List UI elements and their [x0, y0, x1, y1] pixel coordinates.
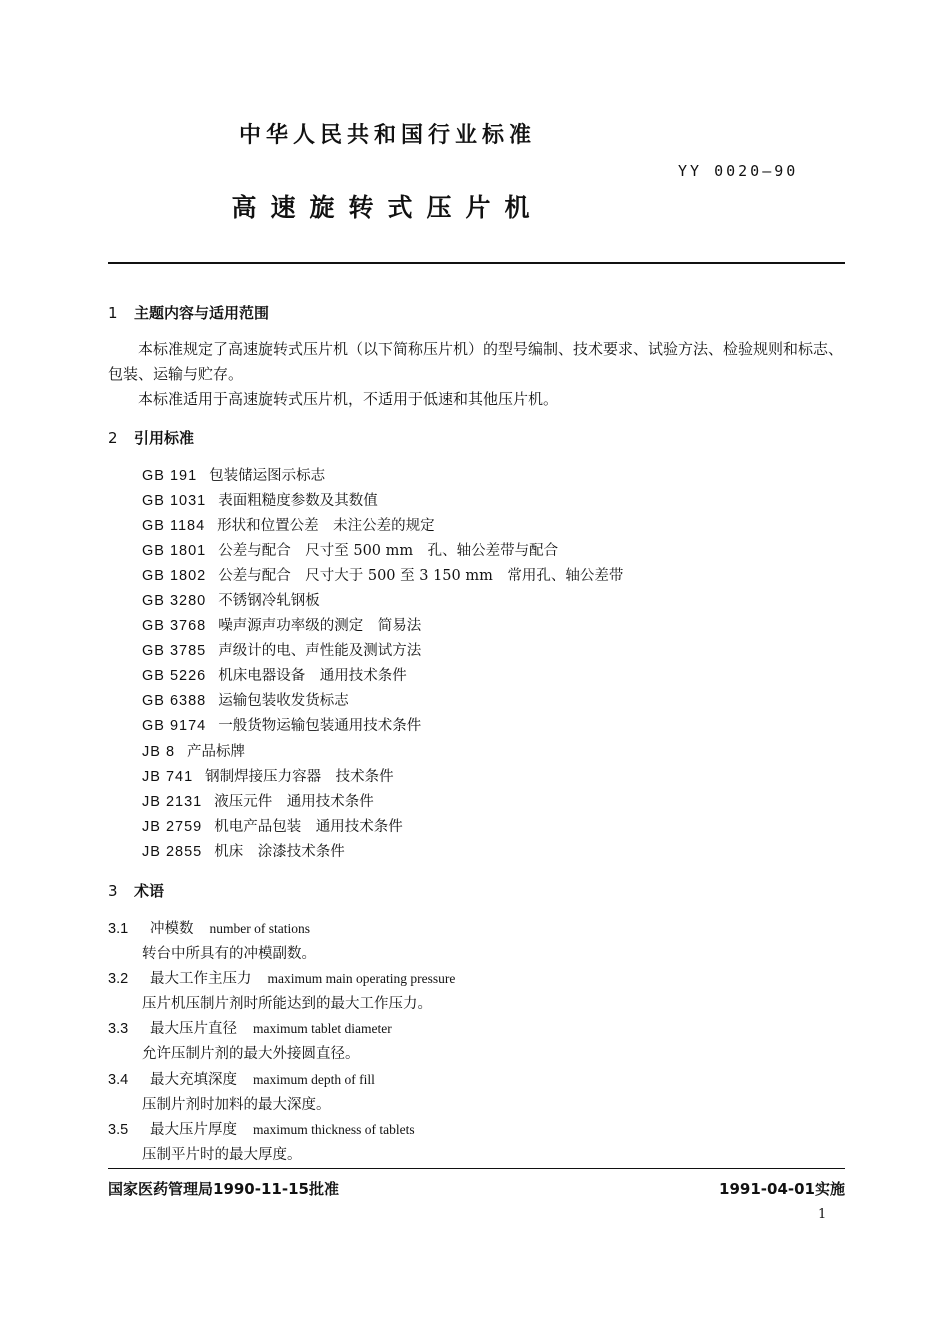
reference-title: 不锈钢冷轧钢板	[218, 593, 320, 609]
term-english: number of stations	[209, 921, 310, 936]
reference-code: JB 8	[142, 744, 176, 760]
reference-code: JB 2855	[142, 844, 203, 860]
reference-title: 形状和位置公差 未注公差的规定	[217, 518, 435, 534]
reference-code: GB 3785	[142, 643, 207, 659]
reference-title: 机床 涂漆技术条件	[214, 844, 345, 860]
reference-row	[142, 514, 435, 535]
term-definition: 允许压制片剂的最大外接圆直径。	[142, 1046, 360, 1062]
standard-category: 中华人民共和国行业标准	[238, 123, 536, 148]
standard-number: YY 0020—90	[678, 162, 799, 180]
reference-title: 声级计的电、声性能及测试方法	[218, 643, 422, 659]
section-2-heading	[108, 427, 194, 448]
reference-row	[142, 589, 320, 610]
reference-row	[142, 464, 325, 485]
term-heading	[108, 1017, 392, 1038]
section-title: 术语	[134, 882, 165, 900]
reference-row	[142, 689, 349, 710]
reference-title: 表面粗糙度参数及其数值	[218, 493, 378, 509]
page-number: 1	[818, 1207, 827, 1222]
reference-row	[142, 564, 623, 585]
reference-title: 产品标牌	[187, 744, 246, 760]
reference-code: JB 2759	[142, 819, 203, 835]
term-english: maximum tablet diameter	[253, 1021, 392, 1036]
term-definition: 转台中所具有的冲模副数。	[142, 946, 316, 962]
term-definition: 压片机压制片剂时所能达到的最大工作压力。	[142, 996, 432, 1012]
reference-row	[142, 765, 394, 786]
section-3-heading	[108, 880, 164, 901]
reference-code: GB 191	[142, 468, 198, 484]
reference-row	[142, 840, 345, 861]
term-english: maximum main operating pressure	[267, 971, 456, 986]
reference-row	[142, 539, 558, 560]
reference-title: 液压元件 通用技术条件	[214, 794, 374, 810]
reference-row	[142, 664, 407, 685]
term-chinese: 最大工作主压力	[150, 971, 252, 987]
term-definition: 压制片剂时加料的最大深度。	[142, 1097, 331, 1113]
term-number: 3.4	[108, 1072, 129, 1088]
term-chinese: 冲模数	[150, 921, 194, 937]
term-definition: 压制平片时的最大厚度。	[142, 1147, 302, 1163]
reference-row	[142, 815, 403, 836]
term-heading	[108, 967, 455, 988]
reference-row	[142, 614, 421, 635]
term-english: maximum thickness of tablets	[253, 1122, 415, 1137]
reference-title: 运输包装收发货标志	[218, 693, 349, 709]
reference-row	[142, 740, 245, 761]
section-number: 2	[108, 429, 118, 447]
term-heading	[108, 1068, 375, 1089]
reference-row	[142, 714, 421, 735]
reference-code: GB 3280	[142, 593, 207, 609]
header-divider	[108, 262, 845, 264]
implementation-date: 1991-04-01实施	[719, 1180, 845, 1198]
reference-row	[142, 639, 421, 660]
reference-title: 公差与配合 尺寸大于 500 至 3 150 mm 常用孔、轴公差带	[218, 568, 624, 584]
reference-title: 包装储运图示标志	[209, 468, 326, 484]
reference-title: 机床电器设备 通用技术条件	[218, 668, 407, 684]
term-heading	[108, 1118, 415, 1139]
reference-title: 机电产品包装 通用技术条件	[214, 819, 403, 835]
reference-title: 公差与配合 尺寸至 500 mm 孔、轴公差带与配合	[218, 543, 559, 559]
section-title: 主题内容与适用范围	[134, 304, 270, 322]
document-title: 高速旋转式压片机	[231, 193, 544, 222]
reference-code: GB 5226	[142, 668, 207, 684]
footer-divider	[108, 1168, 845, 1169]
term-number: 3.5	[108, 1122, 129, 1138]
term-chinese: 最大压片厚度	[150, 1122, 237, 1138]
term-heading	[108, 917, 310, 938]
section-1-heading	[108, 302, 269, 323]
reference-code: GB 1184	[142, 518, 206, 534]
reference-row	[142, 489, 378, 510]
section-number: 1	[108, 304, 118, 322]
section-title: 引用标准	[134, 429, 195, 447]
reference-code: GB 1801	[142, 543, 207, 559]
term-chinese: 最大压片直径	[150, 1021, 237, 1037]
reference-title: 一般货物运输包装通用技术条件	[218, 718, 422, 734]
reference-code: JB 741	[142, 769, 194, 785]
reference-code: GB 1802	[142, 568, 207, 584]
term-number: 3.3	[108, 1021, 129, 1037]
reference-title: 钢制焊接压力容器 技术条件	[205, 769, 394, 785]
reference-title: 噪声源声功率级的测定 简易法	[218, 618, 422, 634]
reference-code: GB 1031	[142, 493, 207, 509]
approval-statement: 国家医药管理局1990-11-15批准	[108, 1180, 339, 1198]
reference-row	[142, 790, 374, 811]
reference-code: GB 3768	[142, 618, 207, 634]
reference-code: GB 9174	[142, 718, 207, 734]
term-number: 3.2	[108, 971, 129, 987]
term-chinese: 最大充填深度	[150, 1072, 237, 1088]
paragraph: 本标准规定了高速旋转式压片机（以下简称压片机）的型号编制、技术要求、试验方法、检验规则和标志、包装、运输与贮存。	[108, 340, 844, 383]
section-1-body	[108, 337, 845, 412]
paragraph: 本标准适用于高速旋转式压片机，不适用于低速和其他压片机。	[138, 390, 559, 408]
reference-code: GB 6388	[142, 693, 207, 709]
term-number: 3.1	[108, 921, 129, 937]
reference-code: JB 2131	[142, 794, 203, 810]
section-number: 3	[108, 882, 118, 900]
term-english: maximum depth of fill	[253, 1072, 375, 1087]
